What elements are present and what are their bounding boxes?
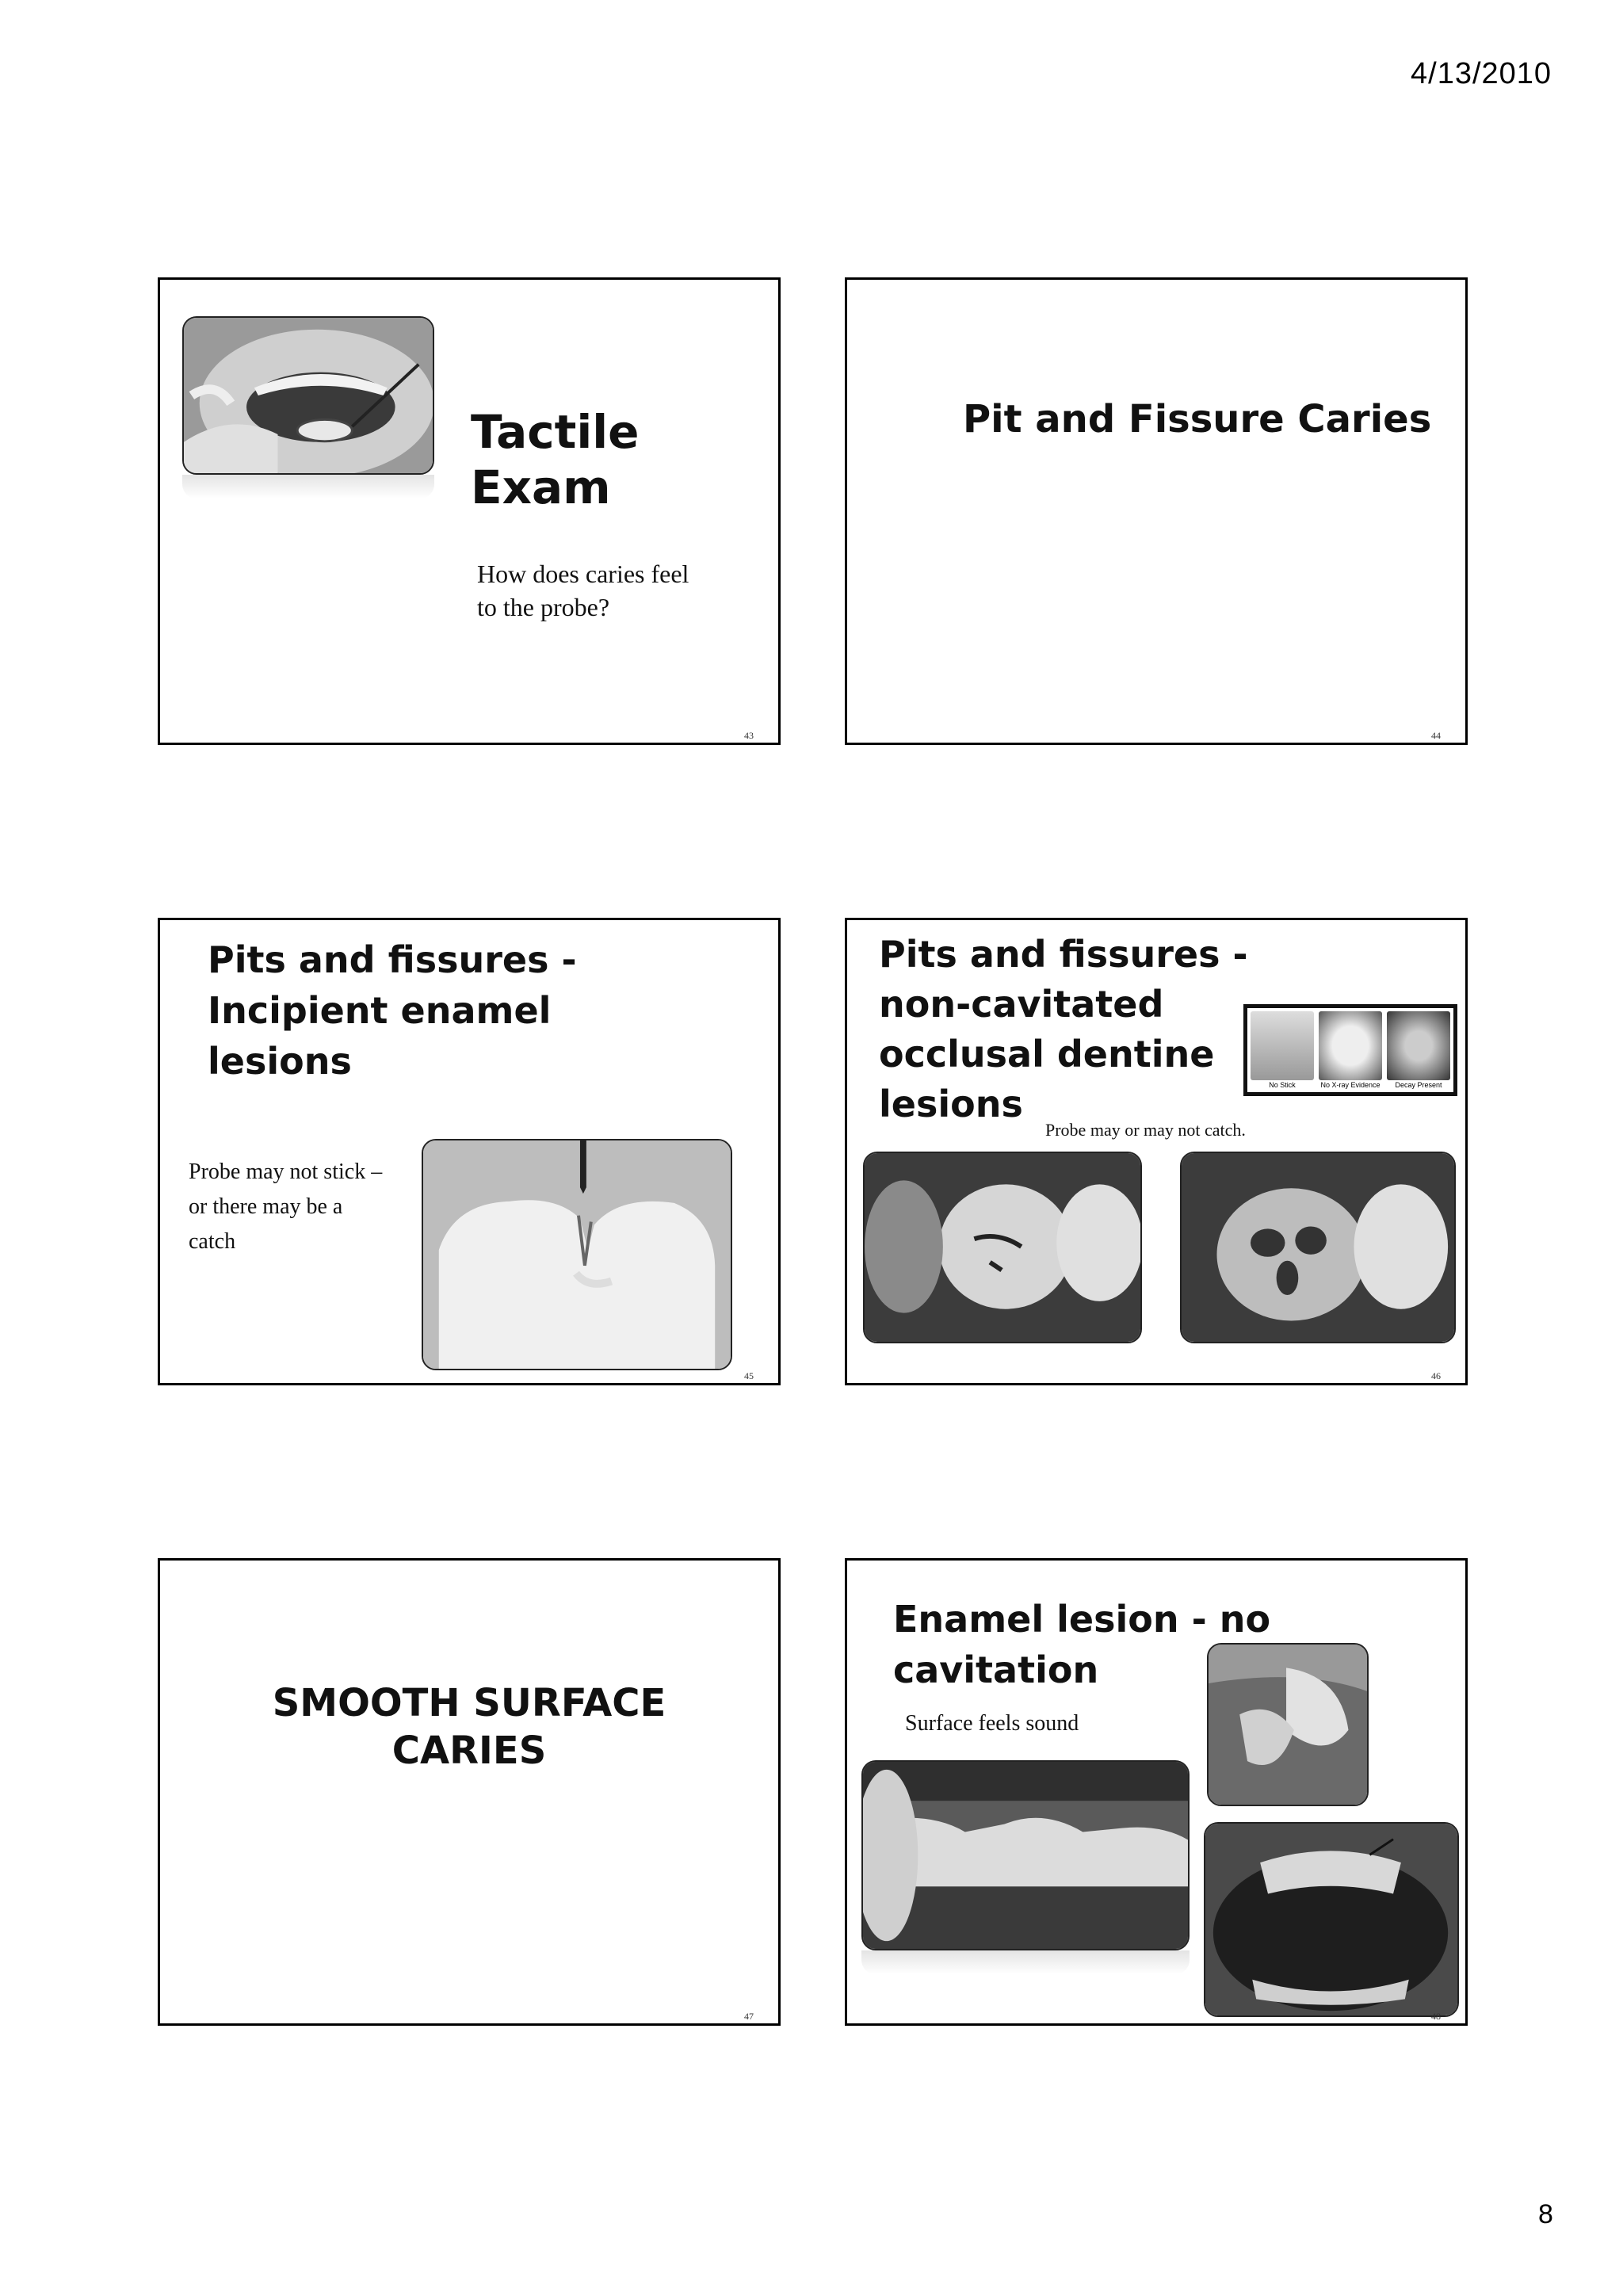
inset-decay-present: Decay Present	[1387, 1011, 1450, 1089]
slide-body: Probe may or may not catch.	[1045, 1120, 1246, 1140]
incisor-closeup-photo	[1207, 1643, 1369, 1806]
slide-48	[845, 1558, 1468, 2026]
lower-teeth-photo	[861, 1760, 1190, 1950]
probe-comparison-inset	[1243, 1004, 1457, 1096]
slide-body: Probe may not stick – or there may be a catch	[189, 1159, 383, 1254]
slide-title: Pits and fissures - non-cavitated occlusal dentine lesions	[879, 933, 1248, 1125]
slide-number: 44	[1431, 730, 1441, 741]
slide-title: SMOOTH SURFACE CARIES	[272, 1681, 666, 1773]
molar-photo-after	[1180, 1152, 1456, 1343]
page-number: 8	[1538, 2199, 1553, 2229]
slide-body: Surface feels sound	[905, 1711, 1079, 1736]
slide-43	[158, 277, 781, 745]
slide-body: How does caries feel to the probe?	[477, 560, 689, 621]
photo-reflection	[861, 1950, 1190, 1974]
slide-title: Pits and fissures - Incipient enamel lesions	[208, 938, 577, 1083]
tooth-cross-section-photo	[422, 1139, 732, 1370]
pediatric-mouth-photo	[1204, 1822, 1459, 2017]
slide-46	[845, 918, 1468, 1385]
slide-title: Enamel lesion - no cavitation	[893, 1598, 1271, 1691]
slide-number: 45	[744, 1370, 754, 1381]
dental-exam-photo	[182, 316, 434, 475]
molar-photo-before	[863, 1152, 1142, 1343]
slide-number: 48	[1431, 2011, 1441, 2022]
slide-number: 46	[1431, 1370, 1441, 1381]
slide-number: 43	[744, 730, 754, 741]
page-date: 4/13/2010	[1411, 57, 1552, 90]
slide-number: 47	[744, 2011, 754, 2022]
slide-44	[845, 277, 1468, 745]
inset-no-xray-evidence: No X-ray Evidence	[1319, 1011, 1382, 1089]
photo-reflection	[182, 475, 434, 499]
slide-47	[158, 1558, 781, 2026]
inset-no-stick: No Stick	[1251, 1011, 1314, 1089]
slide-45	[158, 918, 781, 1385]
slide-title: Pit and Fissure Caries	[963, 397, 1432, 441]
slide-title: Tactile Exam	[471, 405, 640, 514]
